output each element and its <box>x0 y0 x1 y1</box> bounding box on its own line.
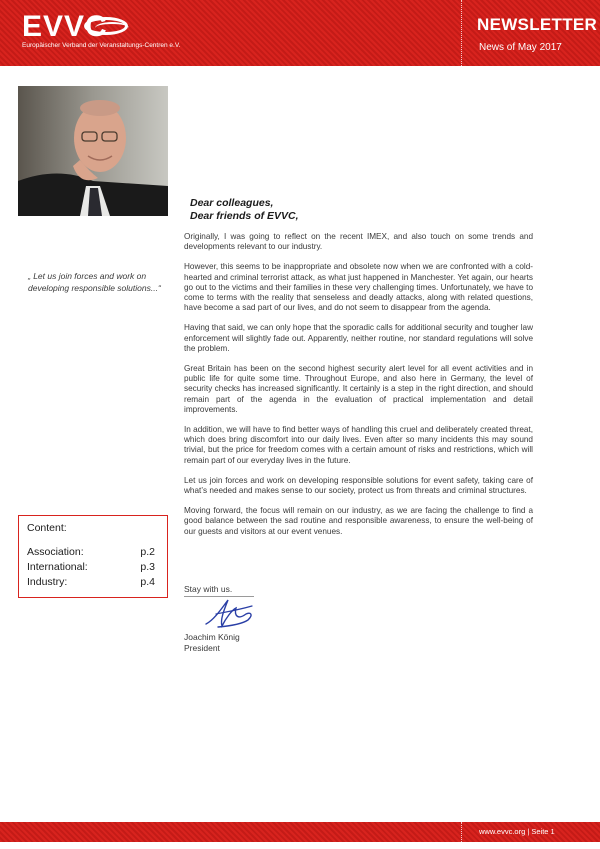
newsletter-title: NEWSLETTER <box>477 15 598 34</box>
contents-item-association <box>27 546 155 558</box>
contents-item-page: p.2 <box>140 546 155 558</box>
contents-item-page: p.3 <box>140 561 155 573</box>
contents-item-industry <box>27 576 155 588</box>
letter-paragraph: Originally, I was going to reflect on the recent IMEX, and also touch on some trends and developments relevant to our industry. <box>184 232 533 252</box>
letter-paragraph: However, this seems to be inappropriate and obsolete now when we are confronted with a cold-hearted and criminal terrorist attack, as what just happened in Manchester. Yet again, our hearts go out to the victims and their families in these very challenging times. Unfortunately, we have to come to terms with the reality that senseless and deadly attacks, along with related questions, have become a sad part of our lives, and do not seem to disappear from the agenda. <box>184 262 533 313</box>
letter-paragraph: Great Britain has been on the second highest security alert level for all event activities and in public life for quite some time. Throughout Europe, and also here in Germany, the level of security checks has increased significantly. It certainly is a step in the right direction, and should remain part of the agenda in the evaluation of practical implementation and detail improvements. <box>184 364 533 414</box>
letter-paragraph: Let us join forces and work on developing responsible solutions for event safety, taking care of what’s needed and makes sense to our society, protect us from threats and criminal structures. <box>184 475 533 496</box>
letter-paragraph: Having that said, we can only hope that the sporadic calls for additional security and tougher law enforcement will slightly fade out. Apparently, neither routine, nor standard regulations will solve the problem. <box>184 323 533 353</box>
letter-body <box>184 232 533 547</box>
pull-quote: „ Let us join forces and work on developing responsible solutions...“ <box>28 271 161 293</box>
evvc-logo: EVVC <box>22 10 108 43</box>
contents-title: Content: <box>27 522 67 534</box>
salutation-line-2: Dear friends of EVVC, <box>190 210 299 222</box>
contents-item-label: Association: <box>27 546 84 558</box>
salutation-line-1: Dear colleagues, <box>190 197 274 209</box>
signer-block <box>184 632 240 653</box>
handwritten-signature <box>200 594 260 632</box>
newsletter-issue: News of May 2017 <box>479 42 562 53</box>
signer-name: Joachim König <box>184 632 240 642</box>
letter-paragraph: In addition, we will have to find better ways of handling this cruel and deliberately created threat, which does bring discomfort into our daily lives. Even after so many incidents this may sound trivial, but the price for freedom comes with a certain amount of risks and restrictions, which will remain part of our everyday lives in the future. <box>184 425 533 465</box>
footer-divider <box>461 822 462 842</box>
logo-subtitle: Europäischer Verband der Veranstaltungs-Centren e.V. <box>22 42 181 49</box>
header-divider <box>461 0 462 66</box>
contents-item-label: Industry: <box>27 576 68 588</box>
contents-item-label: International: <box>27 561 88 573</box>
contents-item-international <box>27 561 155 573</box>
footer-website-page[interactable]: www.evvc.org | Seite 1 <box>479 827 555 836</box>
footer-banner <box>0 822 600 842</box>
table-of-contents <box>18 515 168 598</box>
salutation <box>190 197 299 223</box>
logo-swoosh-icon <box>84 17 128 35</box>
letter-paragraph: Moving forward, the focus will remain on our industry, as we are facing the challenge to find a good balance between the sad routine and responsible awareness, to ensure the well-being of our guests and visitors at our event venues. <box>184 506 533 536</box>
president-photo <box>18 86 168 216</box>
signer-title: President <box>184 642 220 653</box>
signoff: Stay with us. <box>184 584 233 594</box>
contents-item-page: p.4 <box>140 576 155 588</box>
header-banner <box>0 0 600 66</box>
